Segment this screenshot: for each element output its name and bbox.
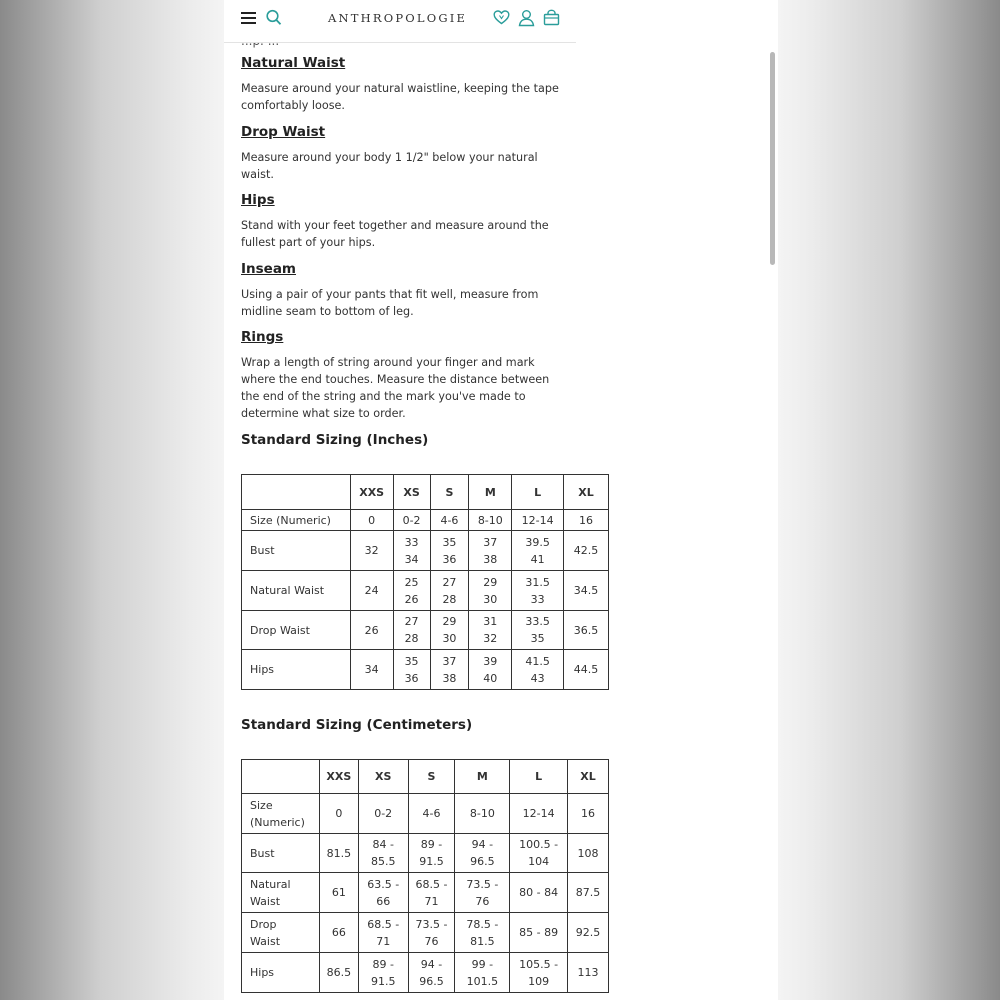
table-cell: 0-2: [358, 794, 408, 834]
table-cell: 33 34: [393, 531, 430, 571]
table-cell: 25 26: [393, 571, 430, 611]
table-cell: 29 30: [430, 611, 469, 650]
table-cell: 86.5: [319, 953, 358, 993]
table-cell: 24: [350, 571, 393, 611]
row-label: Bust: [242, 834, 320, 873]
table-cell: 35 36: [393, 650, 430, 690]
wishlist-heart-icon[interactable]: [493, 9, 510, 26]
table-cell: 80 - 84: [510, 873, 568, 913]
row-label: Drop Waist: [242, 913, 320, 953]
table-row: [242, 873, 609, 913]
table-header-xl: XL: [568, 760, 609, 794]
table-cell: 78.5 - 81.5: [455, 913, 510, 953]
section-title-hips: Hips: [241, 192, 275, 208]
table-cell: 36.5: [564, 611, 609, 650]
table-cell: 108: [568, 834, 609, 873]
table-cell: 42.5: [564, 531, 609, 571]
table-cell: 94 - 96.5: [455, 834, 510, 873]
table-cell: 16: [568, 794, 609, 834]
backdrop-left: [0, 0, 224, 1000]
table-cell: 4-6: [430, 510, 469, 531]
section-title-natural-waist: Natural Waist: [241, 55, 346, 71]
section-title-drop-waist: Drop Waist: [241, 124, 326, 140]
table-cell: 92.5: [568, 913, 609, 953]
table-header-xxs: XXS: [350, 475, 393, 510]
table-header-m: M: [469, 475, 512, 510]
section-title-inseam: Inseam: [241, 261, 297, 277]
table-cell: 31.5 33: [512, 571, 564, 611]
table-header-s: S: [408, 760, 455, 794]
table-cell: 8-10: [455, 794, 510, 834]
section-body-drop-waist: Measure around your body 1 1/2" below your natural waist.: [241, 151, 538, 181]
table-row: [242, 913, 609, 953]
row-label: Bust: [242, 531, 351, 571]
table-cell: 34: [350, 650, 393, 690]
table-cell: 33.5 35: [512, 611, 564, 650]
table-cell: 39.5 41: [512, 531, 564, 571]
row-label: Natural Waist: [242, 873, 320, 913]
phone-screen: [224, 0, 778, 1000]
account-icon[interactable]: [518, 9, 535, 27]
table-cell: 105.5 - 109: [510, 953, 568, 993]
table-row: [242, 650, 609, 690]
table-cell: 73.5 - 76: [455, 873, 510, 913]
table-header-xxs: XXS: [319, 760, 358, 794]
table-cell: 37 38: [469, 531, 512, 571]
table-cell: 94 - 96.5: [408, 953, 455, 993]
bag-icon[interactable]: [543, 9, 560, 26]
search-icon[interactable]: [266, 9, 282, 27]
table-cell: 8-10: [469, 510, 512, 531]
table-row: [242, 571, 609, 611]
table-header-blank: [242, 760, 320, 794]
table-cell: 31 32: [469, 611, 512, 650]
section-body-natural-waist: Measure around your natural waistline, keeping the tape comfortably loose.: [241, 82, 559, 112]
inches-size-table: [241, 474, 609, 690]
table-header-blank: [242, 475, 351, 510]
table-cell: 34.5: [564, 571, 609, 611]
row-label: Size (Numeric): [242, 510, 351, 531]
table-cell: 81.5: [319, 834, 358, 873]
table-cell: 63.5 - 66: [358, 873, 408, 913]
table-header-m: M: [455, 760, 510, 794]
row-label: Hips: [242, 953, 320, 993]
table-cell: 99 - 101.5: [455, 953, 510, 993]
table-cell: 66: [319, 913, 358, 953]
table-header-l: L: [510, 760, 568, 794]
table-row: [242, 531, 609, 571]
table-cell: 100.5 - 104: [510, 834, 568, 873]
table-cell: 0: [319, 794, 358, 834]
table-cell: 89 - 91.5: [358, 953, 408, 993]
table-cell: 68.5 - 71: [408, 873, 455, 913]
row-label: Size (Numeric): [242, 794, 320, 834]
table-header-xs: XS: [393, 475, 430, 510]
table-cell: 61: [319, 873, 358, 913]
section-title-rings: Rings: [241, 329, 284, 345]
table-cell: 39 40: [469, 650, 512, 690]
table-cell: 68.5 - 71: [358, 913, 408, 953]
table-row: [242, 834, 609, 873]
table-row: [242, 953, 609, 993]
table-header-l: L: [512, 475, 564, 510]
table-cell: 16: [564, 510, 609, 531]
section-body-rings: Wrap a length of string around your finger and mark where the end touches. Measure the distance between the end of the string and the mark you've made to determine what size to order.: [241, 356, 550, 420]
backdrop-right: [778, 0, 1000, 1000]
table-cell: 41.5 43: [512, 650, 564, 690]
table-cell: 35 36: [430, 531, 469, 571]
cm-size-table: [241, 759, 609, 993]
row-label: Hips: [242, 650, 351, 690]
table-cell: 4-6: [408, 794, 455, 834]
table-cell: 44.5: [564, 650, 609, 690]
inches-table-title: Standard Sizing (Inches): [241, 432, 429, 448]
table-header-xs: XS: [358, 760, 408, 794]
table-cell: 27 28: [393, 611, 430, 650]
cm-table-title: Standard Sizing (Centimeters): [241, 717, 473, 733]
table-cell: 27 28: [430, 571, 469, 611]
table-cell: 84 - 85.5: [358, 834, 408, 873]
table-header-s: S: [430, 475, 469, 510]
table-row: [242, 611, 609, 650]
section-body-inseam: Using a pair of your pants that fit well, measure from midline seam to bottom of leg.: [241, 288, 539, 318]
table-cell: 26: [350, 611, 393, 650]
table-cell: 0: [350, 510, 393, 531]
row-label: Drop Waist: [242, 611, 351, 650]
table-cell: 12-14: [510, 794, 568, 834]
table-row: [242, 794, 609, 834]
scrollbar[interactable]: [770, 52, 775, 265]
table-row: [242, 510, 609, 531]
table-header-xl: XL: [564, 475, 609, 510]
top-header: [224, 0, 576, 43]
menu-icon[interactable]: [241, 12, 256, 24]
row-label: Natural Waist: [242, 571, 351, 611]
table-cell: 87.5: [568, 873, 609, 913]
brand-logo[interactable]: ANTHROPOLOGIE: [328, 11, 468, 25]
table-cell: 113: [568, 953, 609, 993]
table-cell: 85 - 89: [510, 913, 568, 953]
table-cell: 12-14: [512, 510, 564, 531]
section-body-hips: Stand with your feet together and measure around the fullest part of your hips.: [241, 219, 549, 249]
table-cell: 37 38: [430, 650, 469, 690]
table-cell: 29 30: [469, 571, 512, 611]
table-cell: 73.5 - 76: [408, 913, 455, 953]
table-cell: 0-2: [393, 510, 430, 531]
table-cell: 89 - 91.5: [408, 834, 455, 873]
table-cell: 32: [350, 531, 393, 571]
